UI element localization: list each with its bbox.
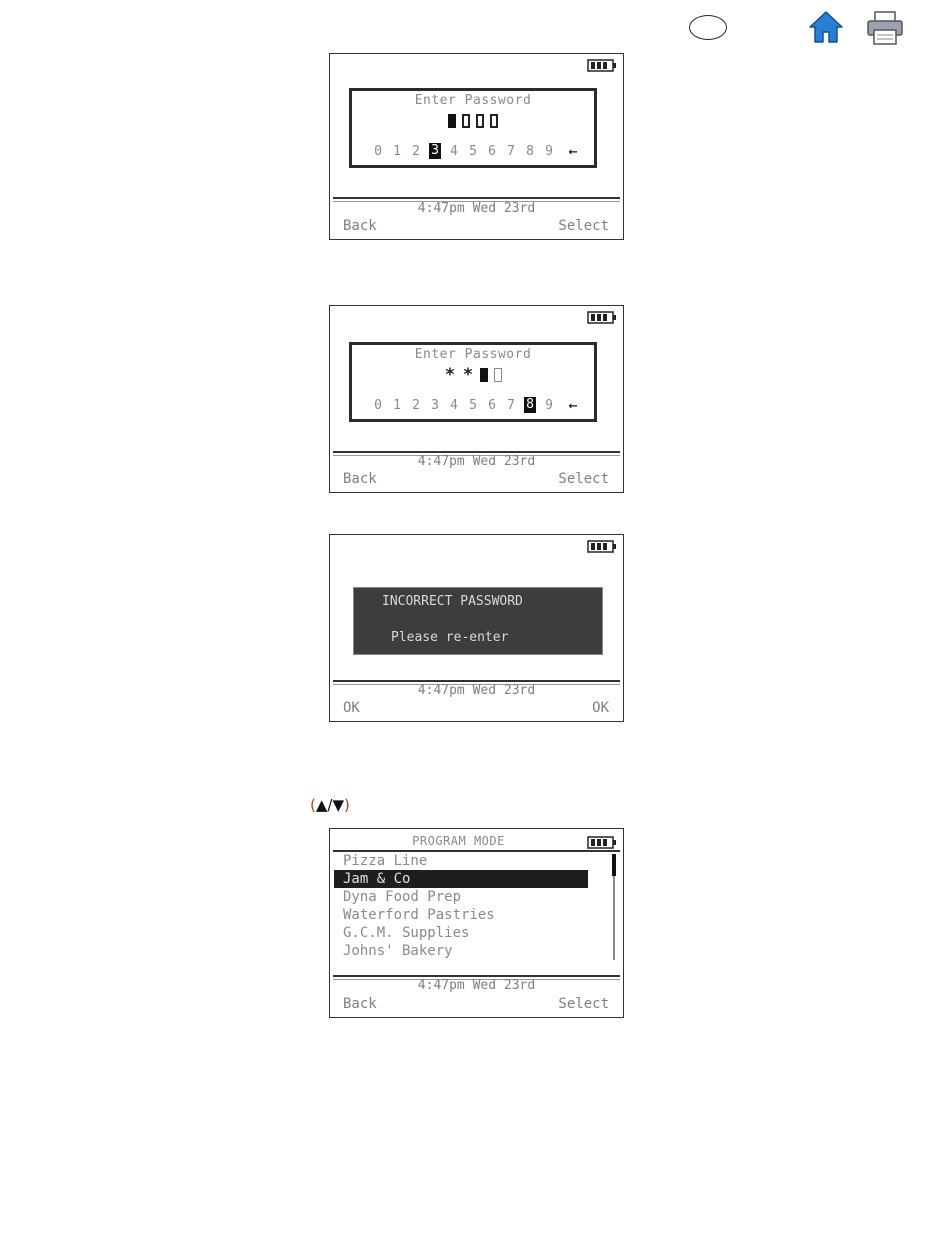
digit-3[interactable]: 3: [431, 397, 439, 413]
status-divider: [333, 975, 620, 977]
printer-icon[interactable]: [866, 10, 904, 46]
digit-2[interactable]: 2: [412, 143, 420, 159]
error-title: INCORRECT PASSWORD: [382, 594, 523, 609]
ok-softkey-left[interactable]: OK: [343, 700, 360, 716]
slash: /: [327, 796, 333, 814]
digit-9[interactable]: 9: [545, 397, 553, 413]
error-message: Please re-enter: [391, 630, 509, 645]
password-slot: [490, 114, 498, 128]
digit-5[interactable]: 5: [469, 397, 477, 413]
dialog-title: Enter Password: [414, 93, 532, 108]
program-mode-screen: [329, 828, 624, 1018]
status-divider: [333, 451, 620, 453]
digit-4[interactable]: 4: [450, 397, 458, 413]
incorrect-password-screen: [329, 534, 624, 722]
status-time: 4:47pm Wed 23rd: [417, 978, 536, 993]
battery-icon: [587, 59, 617, 72]
digit-2[interactable]: 2: [412, 397, 420, 413]
digit-4[interactable]: 4: [450, 143, 458, 159]
back-softkey[interactable]: Back: [343, 471, 377, 487]
password-cursor-slot: [480, 368, 488, 382]
digit-0[interactable]: 0: [374, 397, 382, 413]
digit-7[interactable]: 7: [507, 397, 515, 413]
digit-0[interactable]: 0: [374, 143, 382, 159]
battery-icon: [587, 836, 617, 849]
scrollbar-thumb[interactable]: [612, 854, 616, 876]
select-softkey[interactable]: Select: [558, 996, 609, 1012]
battery-icon: [587, 540, 617, 553]
ok-softkey-right[interactable]: OK: [592, 700, 609, 716]
back-softkey[interactable]: Back: [343, 996, 377, 1012]
list-item-selected[interactable]: Jam & Co: [334, 870, 588, 888]
up-arrow-icon: ▲: [315, 796, 328, 814]
list-item[interactable]: G.C.M. Supplies: [343, 925, 470, 941]
back-softkey[interactable]: Back: [343, 218, 377, 234]
error-dialog: [353, 587, 603, 655]
digit-6[interactable]: 6: [488, 143, 496, 159]
down-arrow-icon: ▼: [332, 796, 345, 814]
password-cursor-slot: [448, 114, 456, 128]
screen-title: PROGRAM MODE: [412, 834, 505, 848]
status-divider: [333, 197, 620, 199]
status-time: 4:47pm Wed 23rd: [417, 454, 536, 469]
password-slots: [352, 365, 594, 385]
paren-open: (: [310, 796, 316, 814]
digit-9[interactable]: 9: [545, 143, 553, 159]
password-screen-1: [329, 53, 624, 240]
list-item[interactable]: Dyna Food Prep: [343, 889, 462, 905]
password-slot: [494, 368, 502, 382]
status-time: 4:47pm Wed 23rd: [417, 201, 536, 216]
password-slot: [462, 114, 470, 128]
backspace-arrow-icon[interactable]: ←: [568, 142, 578, 160]
digit-5[interactable]: 5: [469, 143, 477, 159]
battery-icon: [587, 311, 617, 324]
list-scrollbar[interactable]: [613, 854, 615, 960]
scroll-arrows-hint: [310, 796, 350, 814]
digit-selector: [372, 142, 584, 160]
digit-8[interactable]: 8: [526, 143, 534, 159]
masked-digit: *: [444, 365, 456, 385]
program-list: [334, 852, 588, 960]
list-item[interactable]: Johns' Bakery: [343, 943, 453, 959]
select-softkey[interactable]: Select: [558, 471, 609, 487]
backspace-arrow-icon[interactable]: ←: [568, 396, 578, 414]
password-slot: [476, 114, 484, 128]
password-slots: [352, 111, 594, 131]
password-dialog: [349, 88, 597, 168]
list-item[interactable]: Waterford Pastries: [343, 907, 495, 923]
digit-6[interactable]: 6: [488, 397, 496, 413]
page-marker-oval: [689, 15, 727, 40]
digit-7[interactable]: 7: [507, 143, 515, 159]
select-softkey[interactable]: Select: [558, 218, 609, 234]
home-icon[interactable]: [808, 10, 844, 44]
dialog-title: Enter Password: [414, 347, 532, 362]
digit-selector: [372, 396, 584, 414]
password-screen-2: [329, 305, 624, 493]
password-dialog: [349, 342, 597, 422]
masked-digit: *: [462, 365, 474, 385]
status-time: 4:47pm Wed 23rd: [417, 683, 536, 698]
list-item[interactable]: Pizza Line: [343, 853, 428, 869]
status-divider: [333, 680, 620, 682]
paren-close: ): [344, 796, 350, 814]
digit-3-selected[interactable]: 3: [429, 143, 441, 159]
digit-1[interactable]: 1: [393, 397, 401, 413]
digit-1[interactable]: 1: [393, 143, 401, 159]
digit-8-selected[interactable]: 8: [524, 397, 536, 413]
